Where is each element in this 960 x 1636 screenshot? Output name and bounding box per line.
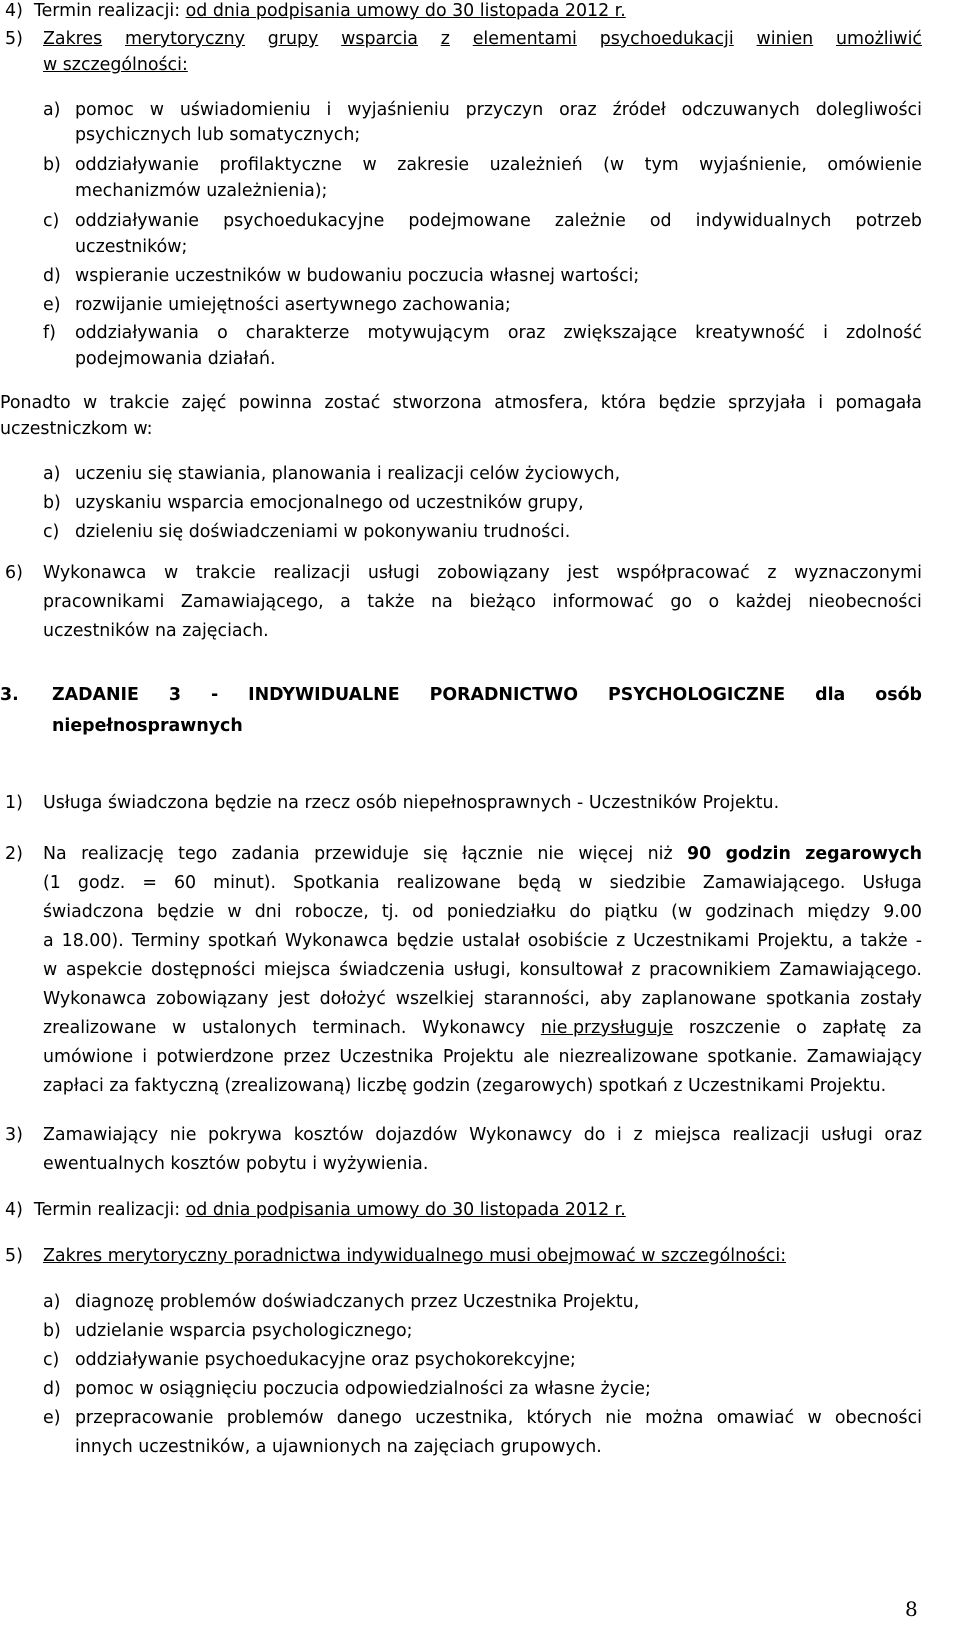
word: winien <box>756 29 814 49</box>
word: godzinach <box>705 902 795 922</box>
word: Wykonawca <box>43 563 147 583</box>
word: będzie <box>658 393 716 413</box>
word: godzin <box>725 844 791 864</box>
word: problemów <box>226 1408 324 1428</box>
list-item: uczeniu się stawiania, planowania i realizacji celów życiowych, <box>75 464 621 484</box>
word: dostępności <box>151 960 256 980</box>
word: nieobecności <box>808 592 922 612</box>
word: będzie <box>396 931 454 951</box>
word: nie <box>605 1408 632 1428</box>
word: Projektu, <box>757 931 834 951</box>
list-label: a) <box>43 464 61 484</box>
word: Wykonawcy <box>469 1125 573 1145</box>
word: wyjaśnienie, <box>699 155 807 175</box>
item-number: 3) <box>5 1125 23 1145</box>
item-6-line-1 <box>43 562 922 584</box>
word: dni <box>254 902 282 922</box>
item-number: 4) <box>5 1 23 21</box>
word: aspekcie <box>65 960 143 980</box>
word: źródeł <box>612 100 666 120</box>
word: ale <box>523 1047 550 1067</box>
word: więcej <box>578 844 634 864</box>
word: każdej <box>735 592 792 612</box>
item-number: 5) <box>5 29 23 49</box>
word: świadczona <box>43 902 144 922</box>
word: osób <box>875 685 922 705</box>
word: do <box>583 1125 606 1145</box>
word: pracownikiem <box>649 960 771 980</box>
word: zaplanowane <box>641 989 757 1009</box>
word: godz. <box>77 873 126 893</box>
list-item-a-line-1 <box>75 99 922 121</box>
word: z <box>631 960 641 980</box>
word: świadczenia <box>339 960 445 980</box>
list-label: e) <box>43 295 61 315</box>
word: realizacji <box>273 563 351 583</box>
list-item-d: wspieranie uczestników w budowaniu poczucia własnej wartości; <box>75 266 640 286</box>
word: (w <box>671 902 693 922</box>
list-item: udzielanie wsparcia psychologicznego; <box>75 1321 413 1341</box>
word: zapłatę <box>822 1018 887 1038</box>
list-label: c) <box>43 211 60 231</box>
word: zakresie <box>397 155 470 175</box>
word: indywidualnych <box>695 211 832 231</box>
word: oddziaływania <box>75 323 199 343</box>
word: robocze, <box>294 902 369 922</box>
word: terminach. <box>312 1018 407 1038</box>
z3-item-2-line-7 <box>43 1017 922 1039</box>
word: pokrywa <box>208 1125 283 1145</box>
list-label: f) <box>43 323 56 343</box>
word: Zamawiający <box>806 1047 922 1067</box>
word: PORADNICTWO <box>429 685 579 705</box>
word: trakcie <box>109 393 170 413</box>
word: w <box>362 155 377 175</box>
word: bieżąco <box>469 592 536 612</box>
word: aby <box>599 989 632 1009</box>
word: Usługa <box>862 873 922 893</box>
word: stworzona <box>392 393 482 413</box>
word: a <box>43 931 54 951</box>
word: także <box>367 592 415 612</box>
word: i <box>617 1125 622 1145</box>
z3-item-1: Usługa świadczona będzie na rzecz osób niepełnosprawnych - Uczestników Projektu. <box>43 793 780 813</box>
word: o <box>708 592 720 612</box>
word: będą <box>517 873 562 893</box>
word: usługi <box>820 1125 873 1145</box>
word: Projektu <box>442 1047 514 1067</box>
list-item-f-line-1 <box>75 322 922 344</box>
word: atmosfera, <box>494 393 589 413</box>
word: spotkanie. <box>707 1047 798 1067</box>
word: niż <box>647 844 673 864</box>
item-number: 1) <box>5 793 23 813</box>
list-item-a-line-2: psychicznych lub somatycznych; <box>75 125 361 145</box>
word: w <box>807 1408 822 1428</box>
word: 60 <box>173 873 197 893</box>
word: można <box>645 1408 704 1428</box>
word: poniedziałku <box>446 902 557 922</box>
z3-item-2-line-9: zapłaci za faktyczną (zrealizowaną) liczbę godzin (zegarowych) spotkań z Uczestnikami Projektu. <box>43 1076 887 1096</box>
word: trakcie <box>195 563 256 583</box>
word: charakterze <box>245 323 350 343</box>
word: zadania <box>231 844 300 864</box>
word: od <box>412 902 434 922</box>
word: w <box>149 100 164 120</box>
word: konsultował <box>519 960 623 980</box>
word: potwierdzone <box>156 1047 274 1067</box>
word: minut). <box>213 873 277 893</box>
word: Uczestnika <box>339 1047 434 1067</box>
underlined-date: od dnia podpisania umowy do 30 listopada 2012 r. <box>185 1200 626 1220</box>
item-number: 5) <box>5 1246 23 1266</box>
word: niezrealizowane <box>558 1047 699 1067</box>
word: w <box>164 563 179 583</box>
word: i <box>823 323 828 343</box>
item-6-line-3: uczestników na zajęciach. <box>43 621 269 641</box>
word: roszczenie <box>688 1018 781 1038</box>
list-item-e: rozwijanie umiejętności asertywnego zachowania; <box>75 295 511 315</box>
word: go <box>670 592 693 612</box>
word: wyznaczonymi <box>794 563 922 583</box>
word: w <box>578 873 593 893</box>
word: zegarowych <box>805 844 922 864</box>
list-label: c) <box>43 522 60 542</box>
word: i <box>326 100 332 120</box>
word: dla <box>815 685 846 705</box>
word: do <box>569 902 591 922</box>
z3-item-2-line-2 <box>43 872 922 894</box>
word: Ponadto <box>0 393 71 413</box>
word: w <box>82 393 98 413</box>
word: których <box>526 1408 593 1428</box>
word: realizacji <box>732 1125 810 1145</box>
word: INDYWIDUALNE <box>248 685 400 705</box>
item-number: 2) <box>5 844 23 864</box>
word: z <box>440 29 450 49</box>
underlined-date: od dnia podpisania umowy do 30 listopada 2012 r. <box>185 1 626 21</box>
word: motywującym <box>367 323 490 343</box>
word: (w <box>603 155 625 175</box>
z3-item-2-line-4 <box>43 930 922 952</box>
list-item: dzieleniu się doświadczeniami w pokonywaniu trudności. <box>75 522 571 542</box>
item-text: Termin realizacji: <box>33 1 186 21</box>
word: oraz <box>559 100 597 120</box>
section-heading-line-2: niepełnosprawnych <box>52 716 243 736</box>
word: i <box>142 1047 148 1067</box>
list-item: oddziaływanie psychoedukacyjne oraz psychokorekcyjne; <box>75 1350 576 1370</box>
word: realizację <box>81 844 164 864</box>
section-number: 3. <box>0 685 19 705</box>
z3-item-2-line-5 <box>43 959 922 981</box>
list-label: a) <box>43 100 61 120</box>
word: Spotkania <box>293 873 380 893</box>
word: Uczestnikami <box>633 931 750 951</box>
top-item-4 <box>5 0 626 22</box>
word: oraz <box>507 323 546 343</box>
word: siedzibie <box>609 873 686 893</box>
word: - <box>915 931 922 951</box>
word: Zamawiający <box>43 1125 159 1145</box>
item-5-line-1 <box>43 28 922 50</box>
z3-item-5: Zakres merytoryczny poradnictwa indywidualnego musi obejmować w szczególności: <box>43 1246 787 1266</box>
word: uczestnika, <box>415 1408 514 1428</box>
word: wszelkiej <box>395 989 475 1009</box>
underlined-phrase: nie przysługuje <box>540 1018 674 1038</box>
word: profilaktyczne <box>219 155 342 175</box>
word: zostać <box>324 393 381 413</box>
word: Zamawiającego. <box>779 960 922 980</box>
word: grupy <box>267 29 319 49</box>
word: na <box>431 592 453 612</box>
ponadto-line-2: uczestniczkom w: <box>0 419 153 439</box>
word: w <box>227 902 242 922</box>
word: wsparcia <box>341 29 418 49</box>
word: współpracować <box>616 563 750 583</box>
word: miejsca <box>654 1125 721 1145</box>
word: PSYCHOLOGICZNE <box>608 685 786 705</box>
word: pomagała <box>835 393 922 413</box>
item-text: Termin realizacji: <box>33 1200 186 1220</box>
list-item: uzyskaniu wsparcia emocjonalnego od uczestników grupy, <box>75 493 584 513</box>
list-label: b) <box>43 155 61 175</box>
word: 9.00 <box>883 902 922 922</box>
word: nie <box>169 1125 197 1145</box>
word: odczuwanych <box>681 100 800 120</box>
word: 18.00). <box>61 931 124 951</box>
word: miejsca <box>264 960 331 980</box>
word: i <box>818 393 824 413</box>
word: Terminy <box>131 931 201 951</box>
word: w <box>171 1018 187 1038</box>
word: zwiększające <box>563 323 678 343</box>
word: informować <box>552 592 654 612</box>
word: omówienie <box>827 155 922 175</box>
item-number: 6) <box>5 563 23 583</box>
list-item: pomoc w osiągnięciu poczucia odpowiedzialności za własne życie; <box>75 1379 651 1399</box>
word: Zamawiającego. <box>702 873 846 893</box>
word: przewiduje <box>314 844 409 864</box>
z3-item-2-line-1 <box>43 843 922 865</box>
word: zależnie <box>554 211 626 231</box>
list-item-b-line-2: mechanizmów uzależnienia); <box>75 181 328 201</box>
section-heading-line-1 <box>52 684 922 706</box>
word: kreatywność <box>695 323 805 343</box>
word: a <box>841 931 853 951</box>
word: omawiać <box>716 1408 795 1428</box>
word: tj. <box>381 902 399 922</box>
word: uzależnień <box>489 155 583 175</box>
list-item: diagnozę problemów doświadczanych przez Uczestnika Projektu, <box>75 1292 640 1312</box>
word: Wykonawca <box>284 931 389 951</box>
word: ustalonych <box>201 1018 297 1038</box>
word: zdolność <box>846 323 922 343</box>
word: za <box>902 1018 922 1038</box>
word: elementami <box>472 29 577 49</box>
word: staranności, <box>483 989 590 1009</box>
word: psychoedukacji <box>599 29 734 49</box>
word: potrzeb <box>855 211 922 231</box>
list-item-c-line-1 <box>75 210 922 232</box>
word: zobowiązany <box>437 563 550 583</box>
word: merytoryczny <box>124 29 245 49</box>
item-5-line-2: w szczególności: <box>43 55 188 75</box>
word: pracownikami <box>43 592 165 612</box>
list-label: b) <box>43 1321 61 1341</box>
word: tym <box>644 155 679 175</box>
word: ZADANIE <box>52 685 139 705</box>
word: spotkania <box>766 989 851 1009</box>
word: o <box>217 323 228 343</box>
word: o <box>796 1018 807 1038</box>
list-label: e) <box>43 1408 61 1428</box>
word: zrealizowane <box>43 1018 157 1038</box>
word: kosztów <box>293 1125 364 1145</box>
word: zajęć <box>181 393 227 413</box>
list-item-e-line-1 <box>75 1407 922 1429</box>
ponadto-line-1 <box>0 392 922 414</box>
list-item-b-line-1 <box>75 154 922 176</box>
word: 90 <box>686 844 712 864</box>
z3-item-2-line-3 <box>43 901 922 923</box>
word: ustalał <box>461 931 520 951</box>
word: Wykonawca <box>43 989 147 1009</box>
word: danego <box>336 1408 402 1428</box>
word: wyjaśnieniu <box>347 100 450 120</box>
word: zostały <box>860 989 922 1009</box>
list-label: d) <box>43 1379 61 1399</box>
word: umożliwić <box>835 29 922 49</box>
word: przyczyn <box>465 100 544 120</box>
word: usługi <box>367 563 420 583</box>
word: Zakres <box>43 29 103 49</box>
list-item-c-line-2: uczestników; <box>75 237 188 257</box>
word: piątku <box>604 902 658 922</box>
word: 3 <box>168 685 181 705</box>
list-item-f-line-2: podejmowania działań. <box>75 349 276 369</box>
list-label: b) <box>43 493 61 513</box>
word: Wykonawcy <box>422 1018 526 1038</box>
word: przez <box>283 1047 331 1067</box>
word: oddziaływanie <box>75 155 200 175</box>
word: spotkań <box>207 931 277 951</box>
word: osobiście <box>527 931 609 951</box>
word: (1 <box>43 873 61 893</box>
word: zobowiązany <box>156 989 269 1009</box>
word: łącznie <box>462 844 523 864</box>
z3-item-2-line-8 <box>43 1046 922 1068</box>
word: będzie <box>156 902 215 922</box>
word: tego <box>178 844 218 864</box>
word: w <box>43 960 58 980</box>
word: oraz <box>884 1125 922 1145</box>
word: się <box>423 844 448 864</box>
list-label: d) <box>43 266 61 286</box>
word: powinna <box>238 393 313 413</box>
word: jest <box>567 563 599 583</box>
word: dołożyć <box>319 989 386 1009</box>
word: dolegliwości <box>815 100 922 120</box>
word: między <box>807 902 871 922</box>
word: dojazdów <box>375 1125 458 1145</box>
word: także <box>860 931 908 951</box>
word: oddziaływanie <box>75 211 200 231</box>
word: usługi, <box>453 960 511 980</box>
list-label: c) <box>43 1350 60 1370</box>
word: przepracowanie <box>75 1408 214 1428</box>
word: podejmowane <box>408 211 531 231</box>
word: = <box>142 873 157 893</box>
word: Na <box>43 844 67 864</box>
z3-item-4 <box>5 1199 626 1221</box>
z3-item-2-line-6 <box>43 988 922 1010</box>
word: pomoc <box>75 100 134 120</box>
list-item-e-line-2: innych uczestników, a ujawnionych na zajęciach grupowych. <box>75 1437 602 1457</box>
word: a <box>340 592 351 612</box>
list-label: a) <box>43 1292 61 1312</box>
word: Zamawiającego, <box>180 592 324 612</box>
z3-item-3-line-2: ewentualnych kosztów pobytu i wyżywienia. <box>43 1154 429 1174</box>
word: nie <box>537 844 564 864</box>
word: - <box>210 685 219 705</box>
item-6-line-2 <box>43 591 922 613</box>
word: uświadomieniu <box>179 100 311 120</box>
word: realizowane <box>396 873 501 893</box>
z3-item-3-line-1 <box>43 1124 922 1146</box>
word: od <box>649 211 672 231</box>
word: z <box>616 931 626 951</box>
word: z <box>633 1125 643 1145</box>
word: jest <box>278 989 310 1009</box>
page-number: 8 <box>905 1597 918 1621</box>
word: z <box>767 563 777 583</box>
word: psychoedukacyjne <box>223 211 385 231</box>
word: umówione <box>43 1047 134 1067</box>
word: która <box>600 393 647 413</box>
word: sprzyjała <box>728 393 806 413</box>
word: obecności <box>834 1408 922 1428</box>
item-number: 4) <box>5 1200 23 1220</box>
